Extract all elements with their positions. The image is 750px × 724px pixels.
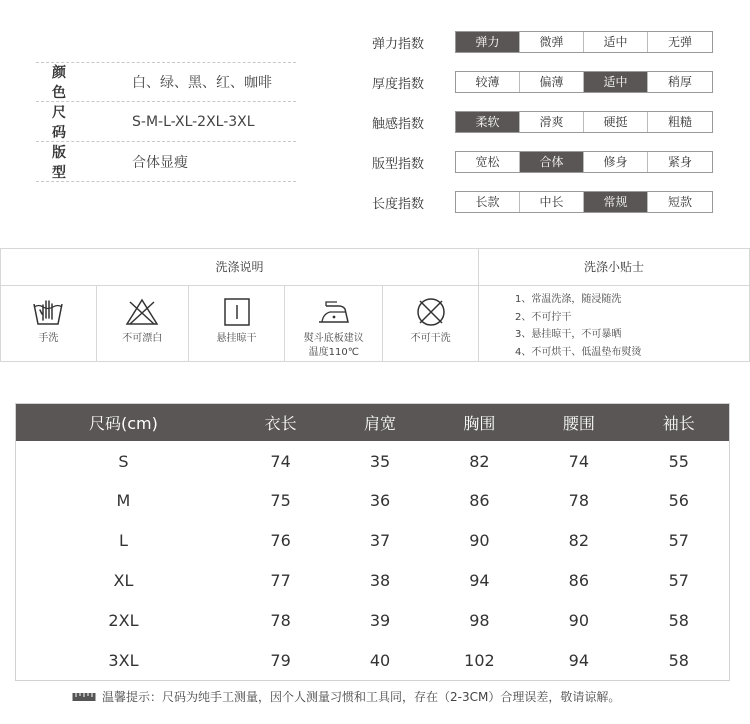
table-row (16, 481, 730, 521)
index-option: 合体 (520, 152, 584, 172)
table-cell: 57 (668, 571, 689, 590)
index-name: 弹力指数 (372, 36, 425, 52)
table-cell: 2XL (108, 611, 139, 630)
index-option: 适中 (584, 72, 648, 92)
index-row-elasticity (372, 22, 713, 62)
wash-caption: 不可干洗 (410, 333, 451, 344)
attr-row-color (36, 62, 296, 102)
header-cell: 衣长 (231, 404, 330, 441)
table-cell: 79 (270, 650, 291, 670)
table-cell: 86 (568, 571, 589, 590)
table-cell: 77 (270, 571, 291, 590)
wash-tips (515, 291, 641, 361)
wash-caption (304, 332, 364, 360)
table-cell: 98 (469, 611, 490, 630)
wash-caption-line2: 温度110℃ (308, 347, 359, 358)
wash-tip: 1、常温洗涤，随浸随洗 (515, 294, 622, 305)
index-option: 中长 (520, 192, 584, 212)
hang-dry-icon (220, 296, 254, 328)
wash-item-hand-wash (1, 286, 97, 361)
index-name: 触感指数 (372, 116, 425, 132)
index-name: 版型指数 (372, 156, 425, 172)
header-cell: 尺码(cm) (16, 404, 231, 441)
table-row (16, 601, 730, 641)
no-dry-clean-icon (414, 296, 448, 328)
table-cell: 35 (369, 451, 391, 471)
table-cell: 58 (668, 650, 689, 670)
header-cell: 胸围 (430, 404, 529, 441)
index-option: 粗糙 (667, 115, 692, 129)
table-cell: 78 (270, 611, 291, 630)
wash-title: 洗涤说明 (1, 249, 479, 286)
no-bleach-icon (125, 296, 159, 328)
table-cell: 58 (668, 611, 689, 630)
index-option: 紧身 (667, 155, 692, 169)
table-row (16, 521, 730, 561)
attr-value: S-M-L-XL-2XL-3XL (132, 113, 255, 130)
table-cell: 82 (568, 531, 589, 550)
table-cell: 76 (270, 531, 291, 550)
index-row-thickness (372, 62, 713, 102)
table-cell: S (118, 451, 129, 471)
size-table-header (16, 404, 730, 441)
attr-value: 白、绿、黑、红、咖啡 (132, 75, 272, 91)
index-option: 无弹 (667, 35, 692, 49)
table-cell: 37 (369, 531, 391, 550)
index-option: 偏薄 (520, 72, 584, 92)
fabric-indices (372, 22, 713, 222)
table-cell: 40 (369, 650, 391, 670)
wash-item-no-bleach (97, 286, 189, 361)
header-cell: 袖长 (629, 404, 730, 441)
attr-label: 版型 (52, 144, 93, 181)
ruler-icon (72, 692, 96, 702)
index-option: 宽松 (456, 152, 520, 172)
table-cell: 78 (568, 491, 589, 510)
header-cell: 腰围 (529, 404, 628, 441)
table-cell: 94 (469, 571, 490, 590)
hand-wash-icon (31, 296, 65, 328)
measurement-note (72, 688, 620, 705)
table-cell: 3XL (108, 650, 139, 670)
index-option: 稍厚 (667, 75, 692, 89)
table-cell: 90 (469, 531, 490, 550)
index-option: 长款 (456, 192, 520, 212)
index-row-touch (372, 102, 713, 142)
index-options (455, 111, 713, 133)
table-cell: 94 (568, 650, 589, 670)
table-cell: 90 (568, 611, 589, 630)
header-cell: 肩宽 (330, 404, 429, 441)
index-option: 较薄 (456, 72, 520, 92)
index-option: 常规 (584, 192, 648, 212)
attr-row-fit (36, 142, 296, 182)
size-table (15, 403, 730, 681)
table-cell: 102 (464, 650, 495, 670)
attr-label: 尺码 (52, 104, 93, 141)
index-row-length (372, 182, 713, 222)
wash-section (0, 248, 750, 362)
wash-item-iron (285, 286, 383, 361)
table-cell: 36 (369, 491, 391, 510)
table-row (16, 441, 730, 481)
index-options (455, 71, 713, 93)
index-options (455, 191, 713, 213)
index-option: 硬挺 (584, 112, 648, 132)
index-name: 长度指数 (372, 196, 425, 212)
table-cell: M (116, 491, 131, 510)
wash-caption-line1: 熨斗底板建议 (303, 333, 364, 344)
attr-value: 合体显瘦 (132, 154, 188, 171)
index-option: 柔软 (456, 112, 520, 132)
table-cell: 39 (369, 611, 391, 630)
wash-tip: 3、悬挂晾干，不可暴晒 (515, 329, 622, 340)
table-cell: 57 (668, 531, 689, 550)
table-cell: 75 (270, 491, 291, 510)
attr-label: 颜色 (52, 65, 93, 101)
index-row-fit (372, 142, 713, 182)
wash-tip: 4、不可烘干、低温垫布熨烫 (515, 346, 642, 358)
table-cell: 74 (568, 451, 589, 471)
table-row (16, 561, 730, 601)
wash-tips-title: 洗涤小贴士 (479, 249, 749, 286)
wash-item-hang-dry (189, 286, 286, 361)
attr-row-size (36, 102, 296, 142)
table-cell: 82 (469, 451, 490, 471)
table-cell: 74 (270, 451, 291, 471)
index-options (455, 31, 713, 53)
table-cell: 55 (668, 451, 689, 471)
index-options (455, 151, 713, 173)
wash-item-no-dry-clean (383, 286, 478, 361)
wash-caption: 手洗 (38, 333, 59, 344)
table-cell: 56 (668, 491, 689, 510)
index-option: 弹力 (456, 32, 520, 52)
table-cell: XL (113, 571, 134, 590)
wash-tip: 2、不可拧干 (515, 311, 572, 323)
index-option: 短款 (667, 195, 692, 209)
index-option: 滑爽 (520, 112, 584, 132)
index-option: 微弹 (520, 32, 584, 52)
wash-caption: 不可漂白 (122, 333, 163, 344)
table-cell: 38 (369, 571, 391, 590)
wash-caption: 悬挂晾干 (216, 333, 257, 344)
index-name: 厚度指数 (372, 76, 425, 92)
iron-icon (317, 296, 351, 328)
index-option: 修身 (584, 152, 648, 172)
product-attributes (36, 62, 296, 182)
table-cell: L (118, 531, 128, 550)
note-text: 温馨提示：尺码为纯手工测量，因个人测量习惯和工具同，存在（2-3CM）合理误差，敬请谅解。 (102, 690, 621, 704)
table-row (16, 641, 730, 681)
table-cell: 86 (469, 491, 490, 510)
wash-icons (1, 286, 479, 361)
index-option: 适中 (584, 32, 648, 52)
